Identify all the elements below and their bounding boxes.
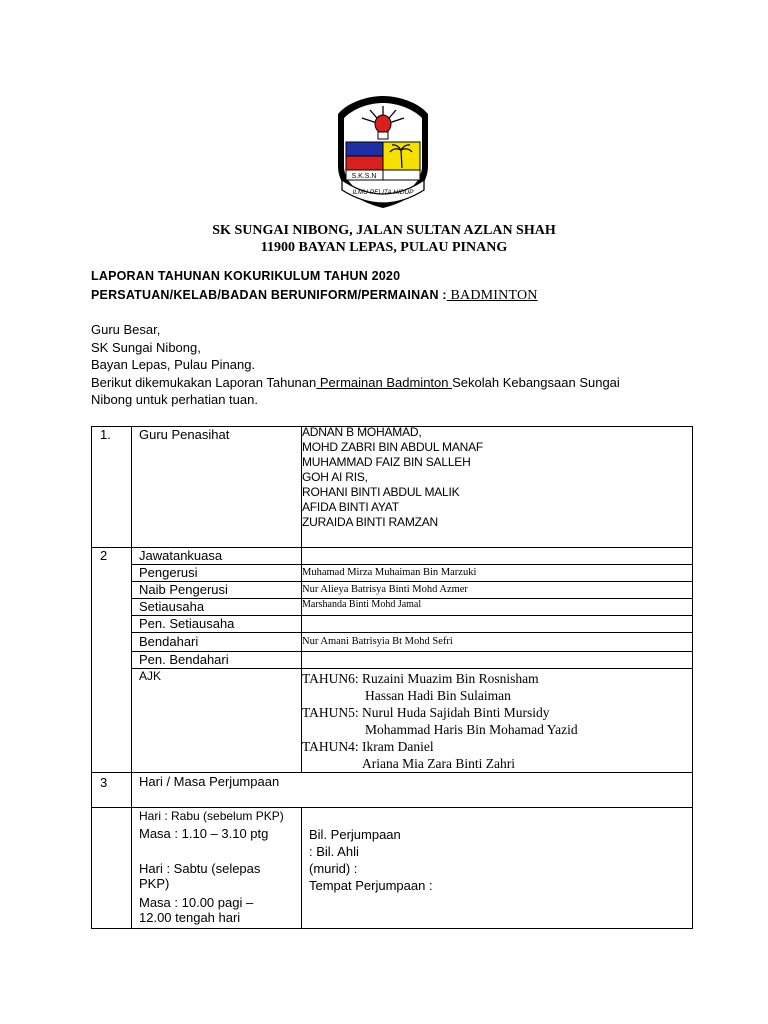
pengerusi-label: Pengerusi bbox=[139, 565, 198, 580]
meeting-time-before-pkp: Masa : 1.10 – 3.10 ptg bbox=[139, 826, 269, 841]
letter-intro-underlined: Permainan Badminton bbox=[316, 374, 453, 390]
meeting-time-after-pkp-line1: Masa : 10.00 pagi – bbox=[139, 895, 254, 910]
letter-school: SK Sungai Nibong, bbox=[91, 339, 201, 355]
bendahari-label: Bendahari bbox=[139, 634, 199, 649]
row-2-label: Jawatankuasa bbox=[139, 548, 223, 563]
letter-intro-line bbox=[91, 374, 620, 392]
advisor-name: MUHAMMAD FAIZ BIN SALLEH bbox=[302, 455, 471, 469]
school-crest-logo bbox=[328, 92, 438, 212]
meeting-day-before-pkp: Hari : Rabu (sebelum PKP) bbox=[139, 809, 284, 823]
meeting-place-label: Tempat Perjumpaan : bbox=[309, 878, 433, 893]
advisor-teacher-names bbox=[302, 425, 483, 530]
naib-pengerusi-label: Naib Pengerusi bbox=[139, 582, 228, 597]
pen-setiausaha-label: Pen. Setiausaha bbox=[139, 616, 235, 631]
ajk-member-line: Hassan Hadi Bin Sulaiman bbox=[365, 688, 511, 703]
ajk-member-line: Ariana Mia Zara Binti Zahri bbox=[362, 756, 515, 771]
letter-recipient: Guru Besar, bbox=[91, 322, 161, 337]
letter-intro-end: Nibong untuk perhatian tuan. bbox=[91, 392, 258, 407]
setiausaha-label: Setiausaha bbox=[139, 599, 205, 614]
pen-bendahari-label: Pen. Bendahari bbox=[139, 652, 229, 667]
advisor-name: AFIDA BINTI AYAT bbox=[302, 500, 399, 514]
row-2-number: 2 bbox=[100, 548, 108, 563]
crest-initials: S.K.S.N bbox=[351, 173, 377, 180]
meeting-time-after-pkp-line2: 12.00 tengah hari bbox=[139, 910, 241, 925]
ajk-label: AJK bbox=[139, 669, 162, 683]
letter-intro-pre: Berikut dikemukakan Laporan Tahunan bbox=[91, 374, 317, 390]
advisor-name: MOHD ZABRI BIN ABDUL MANAF bbox=[302, 440, 484, 454]
row-1-number: 1. bbox=[100, 427, 111, 442]
advisor-name: GOH AI RIS, bbox=[302, 470, 368, 484]
crest-motto: ILMU PELITA HIDUP bbox=[352, 189, 414, 196]
setiausaha-value: Marshanda Binti Mohd Jamal bbox=[302, 599, 422, 610]
meeting-day-after-pkp-line1: Hari : Sabtu (selepas bbox=[139, 861, 261, 876]
member-count-label: : Bil. Ahli bbox=[309, 844, 359, 859]
ajk-member-line: Mohammad Haris Bin Mohamad Yazid bbox=[365, 722, 578, 737]
meeting-count-label: Bil. Perjumpaan bbox=[309, 827, 401, 842]
meeting-time-after-pkp bbox=[139, 895, 253, 925]
report-title: LAPORAN TAHUNAN KOKURIKULUM TAHUN 2020 bbox=[91, 269, 401, 283]
ajk-member-line: TAHUN6: Ruzaini Muazim Bin Rosnisham bbox=[302, 671, 539, 686]
advisor-name: ZURAIDA BINTI RAMZAN bbox=[302, 515, 439, 529]
row-3-label: Hari / Masa Perjumpaan bbox=[139, 774, 280, 789]
association-label: PERSATUAN/KELAB/BADAN BERUNIFORM/PERMAINAN : bbox=[91, 288, 447, 302]
meeting-stats bbox=[309, 826, 433, 894]
school-address-line-2: 11900 BAYAN LEPAS, PULAU PINANG bbox=[260, 240, 508, 255]
row-3-number: 3 bbox=[100, 775, 108, 790]
naib-pengerusi-value: Nur Alieya Batrisya Binti Mohd Azmer bbox=[302, 584, 468, 595]
ajk-member-line: TAHUN5: Nurul Huda Sajidah Binti Mursidy bbox=[302, 705, 550, 720]
association-line bbox=[91, 288, 538, 304]
school-address-line-1: SK SUNGAI NIBONG, JALAN SULTAN AZLAN SHAH bbox=[212, 223, 556, 238]
advisor-name: ADNAN B MOHAMAD, bbox=[302, 425, 422, 439]
bendahari-value: Nur Amani Batrisyia Bt Mohd Sefri bbox=[302, 636, 453, 647]
meeting-day-after-pkp-line2: PKP) bbox=[139, 876, 170, 891]
advisor-name: ROHANI BINTI ABDUL MALIK bbox=[302, 485, 460, 499]
member-count-unit: (murid) : bbox=[309, 861, 358, 876]
pengerusi-value: Muhamad Mirza Muhaiman Bin Marzuki bbox=[302, 567, 477, 578]
ajk-member-line: TAHUN4: Ikram Daniel bbox=[302, 739, 434, 754]
association-value: BADMINTON bbox=[446, 288, 538, 303]
letter-intro-post: Sekolah Kebangsaan Sungai bbox=[452, 374, 620, 390]
letter-location: Bayan Lepas, Pulau Pinang. bbox=[91, 357, 256, 372]
ajk-members bbox=[302, 670, 578, 772]
meeting-day-after-pkp bbox=[139, 861, 260, 891]
row-1-label: Guru Penasihat bbox=[139, 427, 230, 442]
